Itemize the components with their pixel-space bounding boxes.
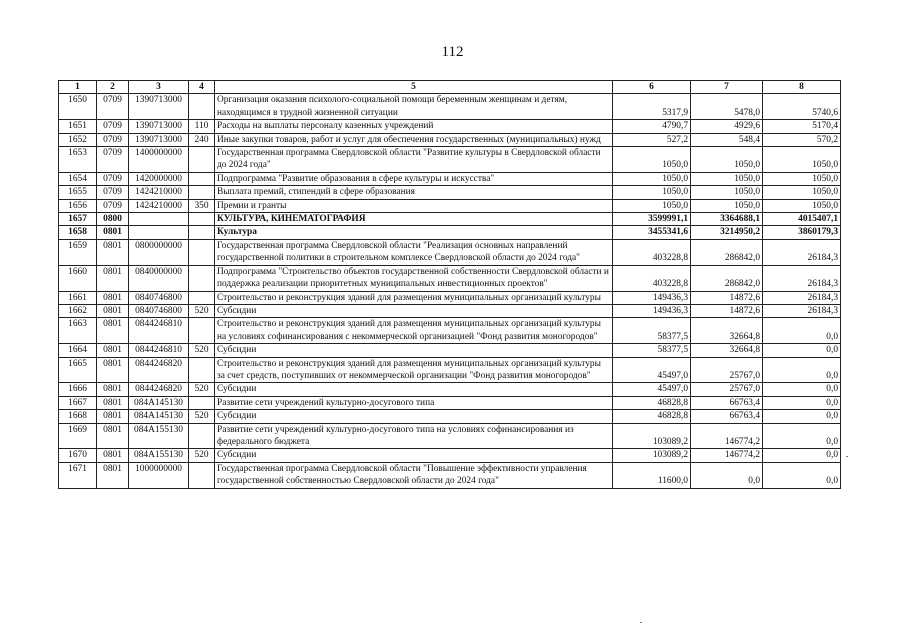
row-number-cell: 1670 [59, 449, 97, 462]
amount-2020-cell: 1050,0 [691, 172, 763, 185]
expense-type-cell: 520 [189, 344, 215, 357]
expense-type-cell [189, 462, 215, 488]
description-cell: Подпрограмма "Строительство объектов государственной собственности Свердловской области и поддержка реализации приоритетных муниципальных инвестиционных проектов" [215, 265, 613, 291]
section-code-cell: 0801 [97, 396, 129, 409]
amount-2019-cell: 58377,5 [613, 318, 691, 344]
header-cell-4: 4 [189, 81, 215, 94]
target-article-cell: 1400000000 [129, 147, 189, 173]
row-number-cell: 1651 [59, 120, 97, 133]
amount-2020-cell: 286842,0 [691, 239, 763, 265]
header-cell-3: 3 [129, 81, 189, 94]
amount-2019-cell: 46828,8 [613, 396, 691, 409]
table-row [59, 133, 841, 146]
row-number-cell: 1652 [59, 133, 97, 146]
table-row [59, 239, 841, 265]
amount-2021-cell: 4015407,1 [763, 213, 841, 226]
table-body [59, 81, 841, 489]
row-number-cell: 1658 [59, 226, 97, 239]
target-article-cell: 1390713000 [129, 120, 189, 133]
table-row [59, 199, 841, 212]
row-number-cell: 1671 [59, 462, 97, 488]
amount-2020-cell: 3364688,1 [691, 213, 763, 226]
amount-2019-cell: 5317,9 [613, 94, 691, 120]
amount-2021-cell: 26184,3 [763, 291, 841, 304]
amount-2020-cell: 146774,2 [691, 423, 763, 449]
expense-type-cell [189, 186, 215, 199]
row-number-cell: 1660 [59, 265, 97, 291]
amount-2020-cell: 286842,0 [691, 265, 763, 291]
budget-table [58, 80, 841, 489]
amount-2020-cell: 0,0 [691, 462, 763, 488]
row-number-cell: 1650 [59, 94, 97, 120]
description-cell: Организация оказания психолого-социальной помощи беременным женщинам и детям, находящимся в трудной жизненной ситуации [215, 94, 613, 120]
amount-2020-cell: 25767,0 [691, 357, 763, 383]
amount-2020-cell: 32664,8 [691, 318, 763, 344]
description-cell: Подпрограмма "Развитие образования в сфере культуры и искусства" [215, 172, 613, 185]
section-code-cell: 0801 [97, 383, 129, 396]
amount-2021-cell: 0,0 [763, 318, 841, 344]
amount-2020-cell: 4929,6 [691, 120, 763, 133]
table-row [59, 462, 841, 488]
description-cell: Субсидии [215, 449, 613, 462]
amount-2019-cell: 3455341,6 [613, 226, 691, 239]
table-row [59, 265, 841, 291]
amount-2021-cell: 3860179,3 [763, 226, 841, 239]
amount-2021-cell: 1050,0 [763, 186, 841, 199]
amount-2019-cell: 149436,3 [613, 291, 691, 304]
expense-type-cell [189, 423, 215, 449]
page-number: 112 [441, 44, 464, 60]
row-number-cell: 1661 [59, 291, 97, 304]
expense-type-cell [189, 213, 215, 226]
section-code-cell: 0709 [97, 147, 129, 173]
amount-2021-cell: 0,0 [763, 449, 841, 462]
target-article-cell: 1420000000 [129, 172, 189, 185]
amount-2019-cell: 527,2 [613, 133, 691, 146]
table-row [59, 213, 841, 226]
amount-2020-cell: 548,4 [691, 133, 763, 146]
amount-2021-cell: 26184,3 [763, 239, 841, 265]
section-code-cell: 0801 [97, 449, 129, 462]
description-cell: Иные закупки товаров, работ и услуг для обеспечения государственных (муниципальных) нужд [215, 133, 613, 146]
amount-2020-cell: 14872,6 [691, 304, 763, 317]
amount-2021-cell: 0,0 [763, 344, 841, 357]
row-number-cell: 1656 [59, 199, 97, 212]
section-code-cell: 0801 [97, 357, 129, 383]
expense-type-cell [189, 291, 215, 304]
row-number-cell: 1653 [59, 147, 97, 173]
amount-2021-cell: 1050,0 [763, 147, 841, 173]
header-cell-5: 5 [215, 81, 613, 94]
row-number-cell: 1666 [59, 383, 97, 396]
table-row [59, 291, 841, 304]
table-row [59, 344, 841, 357]
target-article-cell: 0844246820 [129, 383, 189, 396]
target-article-cell: 1424210000 [129, 186, 189, 199]
section-code-cell: 0801 [97, 344, 129, 357]
section-code-cell: 0801 [97, 304, 129, 317]
amount-2019-cell: 4790,7 [613, 120, 691, 133]
table-row [59, 147, 841, 173]
section-code-cell: 0709 [97, 199, 129, 212]
description-cell: Субсидии [215, 344, 613, 357]
amount-2021-cell: 0,0 [763, 462, 841, 488]
table-row [59, 226, 841, 239]
amount-2019-cell: 46828,8 [613, 410, 691, 423]
amount-2021-cell: 0,0 [763, 357, 841, 383]
row-number-cell: 1664 [59, 344, 97, 357]
amount-2020-cell: 5478,0 [691, 94, 763, 120]
amount-2020-cell: 32664,8 [691, 344, 763, 357]
table-row [59, 304, 841, 317]
description-cell: Государственная программа Свердловской области "Развитие культуры в Свердловской области до 2024 года" [215, 147, 613, 173]
header-cell-1: 1 [59, 81, 97, 94]
amount-2021-cell: 0,0 [763, 410, 841, 423]
row-number-cell: 1668 [59, 410, 97, 423]
table-row [59, 357, 841, 383]
expense-type-cell: 520 [189, 449, 215, 462]
target-article-cell: 084A145130 [129, 396, 189, 409]
header-cell-6: 6 [613, 81, 691, 94]
row-number-cell: 1665 [59, 357, 97, 383]
expense-type-cell: 350 [189, 199, 215, 212]
header-cell-2: 2 [97, 81, 129, 94]
target-article-cell: 1000000000 [129, 462, 189, 488]
description-cell: КУЛЬТУРА, КИНЕМАТОГРАФИЯ [215, 213, 613, 226]
section-code-cell: 0709 [97, 186, 129, 199]
target-article-cell: 0844246820 [129, 357, 189, 383]
section-code-cell: 0801 [97, 239, 129, 265]
description-cell: Премии и гранты [215, 199, 613, 212]
row-number-cell: 1655 [59, 186, 97, 199]
section-code-cell: 0801 [97, 291, 129, 304]
expense-type-cell [189, 396, 215, 409]
amount-2021-cell: 0,0 [763, 396, 841, 409]
header-row [59, 81, 841, 94]
amount-2019-cell: 1050,0 [613, 186, 691, 199]
description-cell: Государственная программа Свердловской области "Повышение эффективности управления государственной собственностью Свердловской области до 2024 года" [215, 462, 613, 488]
amount-2020-cell: 14872,6 [691, 291, 763, 304]
expense-type-cell [189, 147, 215, 173]
description-cell: Субсидии [215, 304, 613, 317]
amount-2020-cell: 1050,0 [691, 199, 763, 212]
description-cell: Государственная программа Свердловской области "Реализация основных направлений государственной политики в строительном комплексе Свердловской области до 2024 года" [215, 239, 613, 265]
amount-2021-cell: 1050,0 [763, 199, 841, 212]
description-cell: Строительство и реконструкция зданий для размещения муниципальных организаций культуры [215, 291, 613, 304]
row-number-cell: 1667 [59, 396, 97, 409]
section-code-cell: 0801 [97, 410, 129, 423]
target-article-cell: 0840746800 [129, 291, 189, 304]
amount-2021-cell: 5170,4 [763, 120, 841, 133]
table-row [59, 94, 841, 120]
amount-2021-cell: 26184,3 [763, 265, 841, 291]
table-row [59, 186, 841, 199]
amount-2019-cell: 45497,0 [613, 383, 691, 396]
target-article-cell: 1390713000 [129, 94, 189, 120]
section-code-cell: 0801 [97, 318, 129, 344]
amount-2019-cell: 403228,8 [613, 265, 691, 291]
header-cell-8: 8 [763, 81, 841, 94]
section-code-cell: 0709 [97, 133, 129, 146]
target-article-cell: 084A155130 [129, 449, 189, 462]
description-cell: Строительство и реконструкция зданий для размещения муниципальных организаций культуры за счет средств, поступивших от некоммерческой организации "Фонд развития моногородов" [215, 357, 613, 383]
amount-2020-cell: 146774,2 [691, 449, 763, 462]
amount-2020-cell: 66763,4 [691, 410, 763, 423]
expense-type-cell [189, 94, 215, 120]
amount-2021-cell: 26184,3 [763, 304, 841, 317]
amount-2020-cell: 25767,0 [691, 383, 763, 396]
amount-2020-cell: 1050,0 [691, 186, 763, 199]
amount-2021-cell: 5740,6 [763, 94, 841, 120]
row-number-cell: 1669 [59, 423, 97, 449]
amount-2019-cell: 45497,0 [613, 357, 691, 383]
amount-2021-cell: 1050,0 [763, 172, 841, 185]
description-cell: Развитие сети учреждений культурно-досугового типа на условиях софинансирования из федерального бюджета [215, 423, 613, 449]
table-row [59, 120, 841, 133]
target-article-cell: 0840746800 [129, 304, 189, 317]
table-row [59, 396, 841, 409]
target-article-cell [129, 213, 189, 226]
amount-2019-cell: 58377,5 [613, 344, 691, 357]
description-cell: Расходы на выплаты персоналу казенных учреждений [215, 120, 613, 133]
section-code-cell: 0709 [97, 94, 129, 120]
description-cell: Культура [215, 226, 613, 239]
description-cell: Субсидии [215, 383, 613, 396]
section-code-cell: 0800 [97, 213, 129, 226]
amount-2019-cell: 3599991,1 [613, 213, 691, 226]
table-row [59, 423, 841, 449]
target-article-cell: 1424210000 [129, 199, 189, 212]
section-code-cell: 0709 [97, 172, 129, 185]
expense-type-cell: 520 [189, 383, 215, 396]
target-article-cell: 084A155130 [129, 423, 189, 449]
expense-type-cell [189, 357, 215, 383]
amount-2019-cell: 1050,0 [613, 147, 691, 173]
amount-2020-cell: 3214950,2 [691, 226, 763, 239]
expense-type-cell: 520 [189, 410, 215, 423]
amount-2019-cell: 11600,0 [613, 462, 691, 488]
amount-2019-cell: 103089,2 [613, 449, 691, 462]
table-row [59, 383, 841, 396]
target-article-cell [129, 226, 189, 239]
expense-type-cell: 110 [189, 120, 215, 133]
target-article-cell: 0840000000 [129, 265, 189, 291]
row-number-cell: 1662 [59, 304, 97, 317]
amount-2020-cell: 1050,0 [691, 147, 763, 173]
header-cell-7: 7 [691, 81, 763, 94]
section-code-cell: 0801 [97, 226, 129, 239]
row-number-cell: 1663 [59, 318, 97, 344]
description-cell: Развитие сети учреждений культурно-досугового типа [215, 396, 613, 409]
amount-2019-cell: 149436,3 [613, 304, 691, 317]
expense-type-cell: 520 [189, 304, 215, 317]
description-cell: Выплата премий, стипендий в сфере образования [215, 186, 613, 199]
amount-2020-cell: 66763,4 [691, 396, 763, 409]
description-cell: Строительство и реконструкция зданий для размещения муниципальных организаций культуры на условиях софинансирования с некоммерческой организацией "Фонд развития моногородов" [215, 318, 613, 344]
expense-type-cell [189, 172, 215, 185]
table-row [59, 172, 841, 185]
row-number-cell: 1657 [59, 213, 97, 226]
section-code-cell: 0801 [97, 462, 129, 488]
section-code-cell: 0801 [97, 265, 129, 291]
amount-2021-cell: 0,0 [763, 383, 841, 396]
amount-2019-cell: 1050,0 [613, 172, 691, 185]
target-article-cell: 0844246810 [129, 344, 189, 357]
section-code-cell: 0709 [97, 120, 129, 133]
table-row [59, 410, 841, 423]
amount-2021-cell: 570,2 [763, 133, 841, 146]
expense-type-cell [189, 265, 215, 291]
row-number-cell: 1659 [59, 239, 97, 265]
amount-2019-cell: 1050,0 [613, 199, 691, 212]
amount-2021-cell: 0,0 [763, 423, 841, 449]
amount-2019-cell: 403228,8 [613, 239, 691, 265]
table-row [59, 449, 841, 462]
table-row [59, 318, 841, 344]
target-article-cell: 084A145130 [129, 410, 189, 423]
expense-type-cell [189, 226, 215, 239]
expense-type-cell: 240 [189, 133, 215, 146]
expense-type-cell [189, 318, 215, 344]
expense-type-cell [189, 239, 215, 265]
section-code-cell: 0801 [97, 423, 129, 449]
target-article-cell: 0800000000 [129, 239, 189, 265]
amount-2019-cell: 103089,2 [613, 423, 691, 449]
row-number-cell: 1654 [59, 172, 97, 185]
target-article-cell: 1390713000 [129, 133, 189, 146]
target-article-cell: 0844246810 [129, 318, 189, 344]
description-cell: Субсидии [215, 410, 613, 423]
